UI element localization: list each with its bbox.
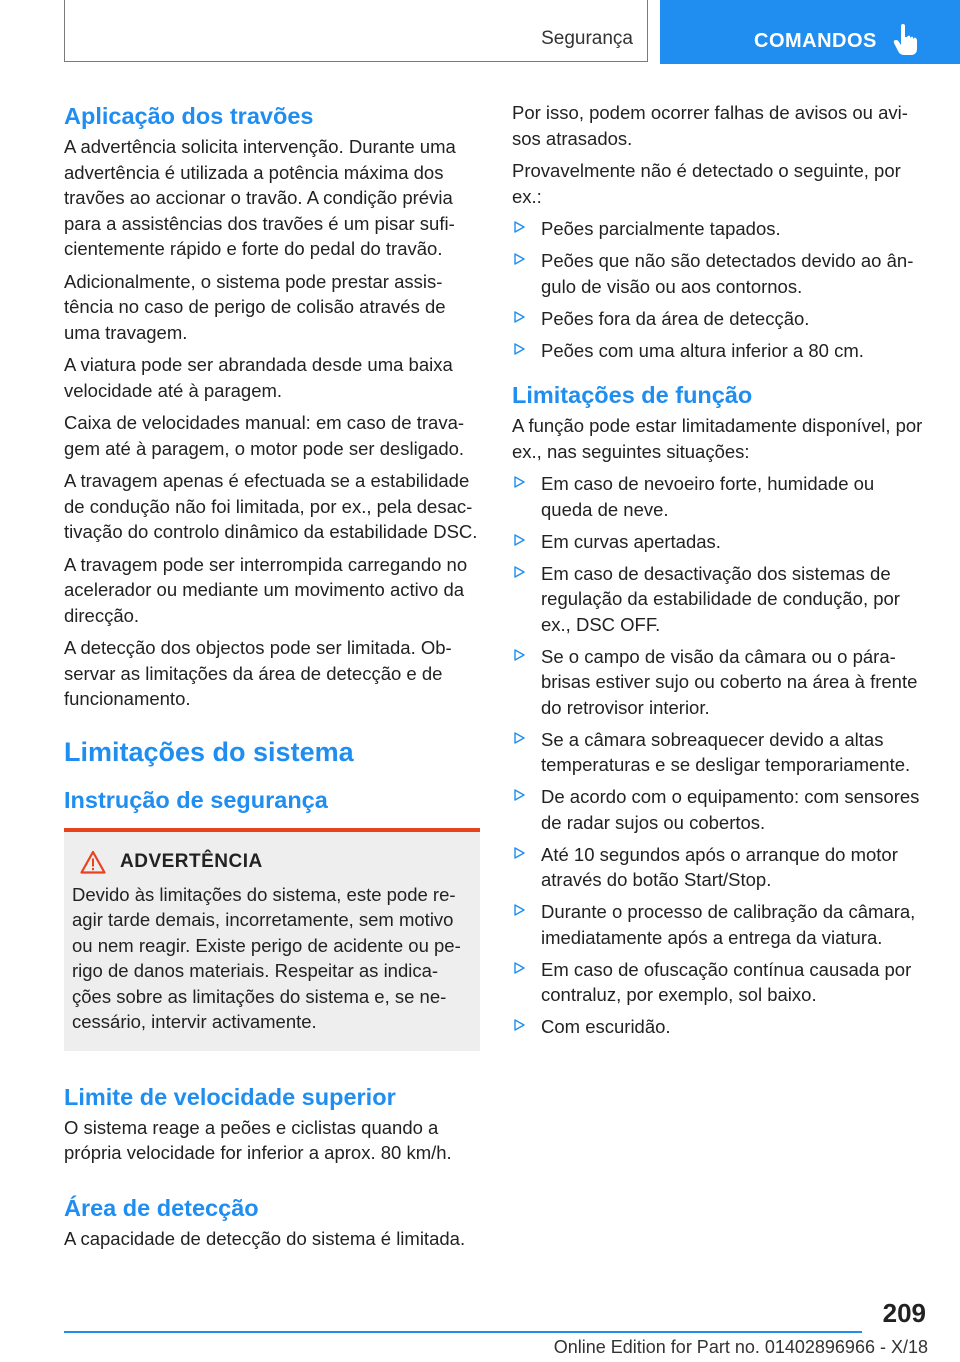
header-section-box (64, 0, 648, 62)
paragraph: A função pode estar limitadamente disponível, por ex., nas seguintes situações: (512, 415, 923, 462)
list-item (512, 727, 926, 778)
list-item (512, 471, 926, 522)
paragraph: Provavelmente não é detectado o seguinte, por ex.: (512, 160, 901, 207)
paragraph: Caixa de velocidades manual: em caso de travagem até à paragem, o motor pode ser desligado. (64, 412, 465, 459)
triangle-bullet-icon (514, 846, 525, 860)
triangle-bullet-icon (514, 220, 525, 234)
list-item (512, 338, 926, 364)
paragraph: A detecção dos objectos pode ser limitada. Observar as limitações da área de detecção e de funcionamento. (64, 637, 452, 709)
list-item-text: Peões fora da área de detecção. (541, 307, 810, 329)
warning-triangle-icon (80, 850, 106, 874)
left-column (64, 100, 480, 1258)
triangle-bullet-icon (514, 731, 525, 745)
heading-area-deteccao: Área de detecção (64, 1194, 259, 1221)
warning-box (64, 828, 480, 1051)
hand-pointer-icon (892, 24, 920, 56)
list-item (512, 644, 926, 721)
list-item-text: Até 10 segundos após o arranque do motor através do botão Start/Stop. (541, 843, 898, 890)
list-item-text: Durante o processo de calibração da câmara, imediatamente após a entrega da viatura. (541, 901, 916, 948)
triangle-bullet-icon (514, 475, 525, 489)
paragraph: O sistema reage a peões e ciclistas quando a própria velocidade for inferior a aprox. 80 km/h. (64, 1116, 452, 1163)
paragraph: A capacidade de detecção do sistema é limitada. (64, 1227, 466, 1249)
chapter-tab (660, 0, 960, 64)
triangle-bullet-icon (514, 788, 525, 802)
bullet-list (512, 471, 926, 1040)
list-item (512, 899, 926, 950)
list-item (512, 561, 926, 638)
list-item-text: Peões com uma altura inferior a 80 cm. (541, 339, 864, 361)
heading-aplicacao-travoes: Aplicação dos travões (64, 103, 314, 129)
list-item-text: Em caso de nevoeiro forte, humidade ou queda de neve. (541, 473, 875, 520)
triangle-bullet-icon (514, 252, 525, 266)
triangle-bullet-icon (514, 1018, 525, 1032)
warning-text: Devido às limitações do sistema, este pode reagir tarde demais, incorretamente, sem motivo ou nem reagir. Existe perigo de acidente ou perigo de danos materiais. Respeitar as indicações sobre as limitações do sistema e, se necessário, intervir activamente. (72, 883, 461, 1032)
footer-divider (64, 1331, 862, 1333)
page-number: 209 (882, 1298, 926, 1328)
paragraph: A travagem pode ser interrompida carregando no acelerador ou mediante um movimento activo da direcção. (64, 553, 468, 626)
list-item-text: Em caso de ofuscação contínua causada por contraluz, por exemplo, sol baixo. (541, 958, 912, 1005)
list-item-text: Peões que não são detectados devido ao ângulo de visão ou aos contornos. (541, 250, 914, 297)
list-item-text: Peões parcialmente tapados. (541, 218, 781, 239)
paragraph: Por isso, podem ocorrer falhas de avisos ou avisos atrasados. (512, 102, 908, 149)
heading-instrucao-seguranca: Instrução de segurança (64, 786, 328, 813)
list-item-text: Em curvas apertadas. (541, 530, 721, 552)
paragraph: A advertência solicita intervenção. Durante uma advertência é utilizada a potência máxima dos travões ao accionar o travão. A condição prévia para a assistências dos travões é um pisar suficientemente rápido e forte do pedal do travão. (64, 136, 456, 259)
header-section-title: Segurança (541, 28, 633, 49)
list-item-text: Em caso de desactivação dos sistemas de regulação da estabilidade de condução, por ex., DSC OFF. (541, 562, 900, 635)
triangle-bullet-icon (514, 903, 525, 917)
list-item (512, 306, 926, 332)
chapter-tab-label: COMANDOS (754, 30, 877, 52)
list-item (512, 248, 926, 299)
list-item-text: Se o campo de visão da câmara ou o pára-brisas estiver sujo ou coberto na área à frente do retrovisor interior. (541, 645, 918, 718)
triangle-bullet-icon (514, 533, 525, 547)
triangle-bullet-icon (514, 310, 525, 324)
list-item (512, 529, 926, 555)
triangle-bullet-icon (514, 342, 525, 356)
warning-title: ADVERTÊNCIA (120, 850, 263, 872)
bullet-list (512, 216, 926, 363)
warning-header (72, 850, 470, 874)
list-item (512, 842, 926, 893)
paragraph: Adicionalmente, o sistema pode prestar assistência no caso de perigo de colisão através de uma travagem. (64, 270, 446, 343)
paragraph: A viatura pode ser abrandada desde uma baixa velocidade até à paragem. (64, 354, 453, 401)
triangle-bullet-icon (514, 648, 525, 662)
list-item (512, 957, 926, 1008)
list-item-text: Se a câmara sobreaquecer devido a altas temperaturas e se desligar temporariamente. (541, 728, 911, 775)
right-column (512, 100, 926, 1056)
list-item (512, 216, 926, 242)
triangle-bullet-icon (514, 565, 525, 579)
heading-limitacoes-sistema: Limitações do sistema (64, 736, 354, 767)
heading-limitacoes-funcao: Limitações de função (512, 382, 753, 408)
footer-edition: Online Edition for Part no. 01402896966 - X/18 (553, 1337, 928, 1357)
list-item (512, 1014, 926, 1040)
list-item-text: De acordo com o equipamento: com sensores de radar sujos ou cobertos. (541, 786, 920, 833)
triangle-bullet-icon (514, 961, 525, 975)
list-item (512, 784, 926, 835)
paragraph: A travagem apenas é efectuada se a estabilidade de condução não foi limitada, por ex., pela desactivação do controlo dinâmico da estabilidade DSC. (64, 470, 478, 542)
list-item-text: Com escuridão. (541, 1016, 671, 1037)
heading-limite-velocidade: Limite de velocidade superior (64, 1083, 396, 1110)
